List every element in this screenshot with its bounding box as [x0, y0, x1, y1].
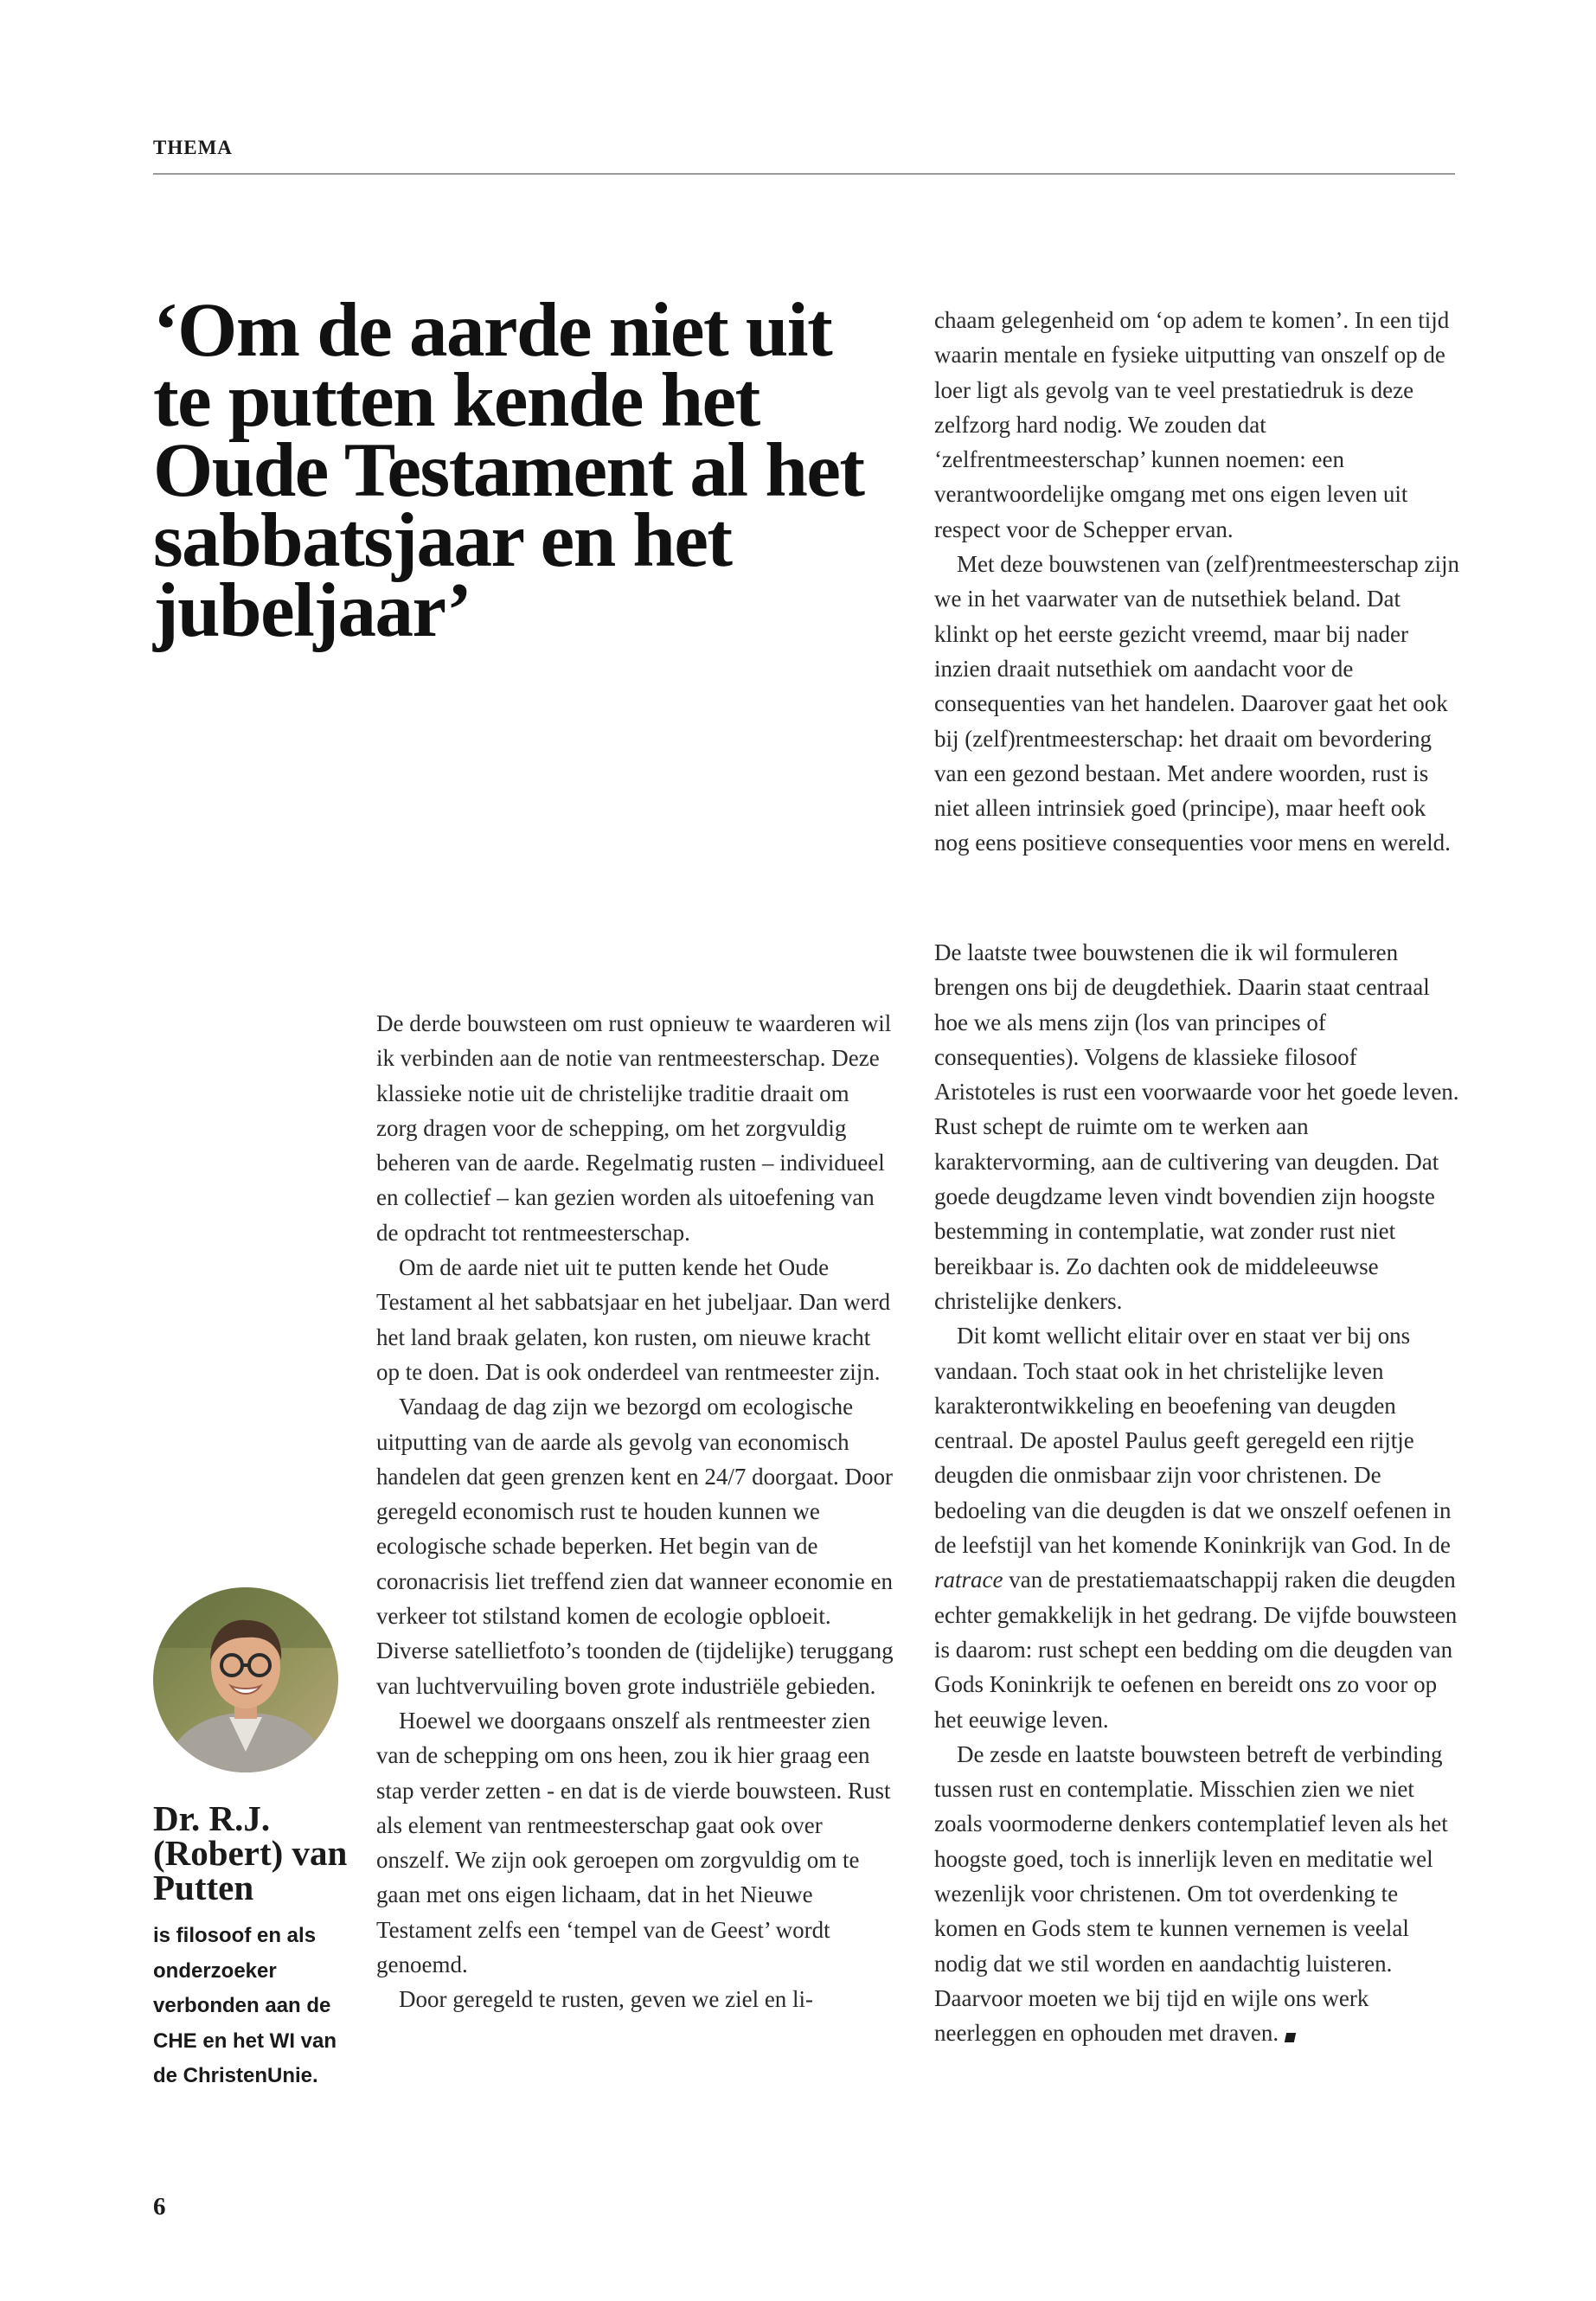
paragraph: Hoewel we doorgaans onszelf als rentmeester zien van de schepping om ons heen, zou ik hier graag een stap verder zetten - en dat is de vierde bouwsteen. Rust als element van rentmeesterschap gaat ook over onszelf. We zijn ook geroepen om zorgvuldig om te gaan met ons eigen lichaam, dat in het Nieuwe Testament zelfs een ‘tempel van de Geest’ wordt genoemd.: [376, 1707, 891, 1978]
paragraph-text: De zesde en laatste bouwsteen betreft de verbinding tussen rust en contemplatie. Misschien zien we niet zoals voormoderne denkers contemplatief leven als het hoogste goed, toch is innerlijk leven en meditatie wel wezenlijk voor christenen. Om tot overdenking te komen en Gods stem te kunnen vernemen is veelal nodig dat we stil worden en aandachtig luisteren. Daarvoor moeten we bij tijd en wijle ons werk neerleggen en ophouden met draven.: [934, 1740, 1448, 2047]
article-column-bottom-right: [934, 935, 1460, 2051]
paragraph: chaam gelegenheid om ‘op adem te komen’. In een tijd waarin mentale en fysieke uitputting van onszelf op de loer ligt als gevolg van te veel prestatiedruk is deze zelfzorg hard nodig. We zouden dat ‘zelfrentmeesterschap’ kunnen noemen: een verantwoordelijke omgang met ons eigen leven uit respect voor de Schepper ervan.: [934, 307, 1450, 542]
paragraph: Om de aarde niet uit te putten kende het Oude Testament al het sabbatsjaar en het jubeljaar. Dan werd het land braak gelaten, kon rusten, om nieuwe kracht op te doen. Dat is ook onderdeel van rentmeester zijn.: [376, 1254, 891, 1385]
paragraph: Met deze bouwstenen van (zelf)rentmeesterschap zijn we in het vaarwater van de nutsethiek beland. Dat klinkt op het eerste gezicht vreemd, maar bij nader inzien draait nutsethiek om aandacht voor de consequenties van het handelen. Daarover gaat het ook bij (zelf)rentmeesterschap: het draait om bevordering van een gezond bestaan. Met andere woorden, rust is niet alleen intrinsiek goed (principe), maar heeft ook nog eens positieve consequenties voor mens en wereld.: [934, 551, 1459, 856]
end-of-article-mark: [1285, 2033, 1296, 2042]
author-name: Dr. R.J. (Robert) van Putten: [153, 1798, 348, 1907]
page-number: 6: [153, 2193, 166, 2221]
paragraph-text: van de prestatiemaatschappij raken die deugden echter gemakkelijk in het gedrang. De vijfde bouwsteen is daarom: rust schept een bedding om die deugden van Gods Koninkrijk te oefenen en bereidt ons zo voor op het eeuwige leven.: [934, 1567, 1458, 1733]
paragraph: Door geregeld te rusten, geven we ziel en li-: [399, 1986, 814, 2013]
section-label: THEMA: [153, 137, 233, 158]
italic-term: ratrace: [934, 1567, 1003, 1593]
paragraph: De derde bouwsteen om rust opnieuw te waarderen wil ik verbinden aan de notie van rentmeesterschap. Deze klassieke notie uit de christelijke traditie draait om zorg dragen voor de schepping, om het zorgvuldig beheren van de aarde. Regelmatig rusten – individueel en collectief – kan gezien worden als uitoefening van de opdracht tot rentmeesterschap.: [376, 1010, 892, 1246]
author-description: is filosoof en als onderzoeker verbonden aan de CHE en het WI van de ChristenUnie.: [153, 1924, 337, 2087]
paragraph: Vandaag de dag zijn we bezorgd om ecologische uitputting van de aarde als gevolg van economisch handelen dat geen grenzen kent en 24/7 doorgaat. Door geregeld economisch rust te houden kunnen we ecologische schade beperken. Het begin van de coronacrisis liet treffend zien dat wanneer economie en verkeer tot stilstand komen de ecologie opbloeit. Diverse satellietfoto’s toonden de (tijdelijke) teruggang van luchtvervuiling boven grote industriële gebieden.: [376, 1394, 894, 1699]
paragraph: [934, 1318, 1460, 1737]
paragraph: De laatste twee bouwstenen die ik wil formuleren brengen ons bij de deugdethiek. Daarin staat centraal hoe we als mens zijn (los van principes of consequenties). Volgens de klassieke filosoof Aristoteles is rust een voorwaarde voor het goede leven. Rust schept de ruimte om te werken aan karaktervorming, aan de cultivering van deugden. Dat goede deugdzame leven vindt bovendien zijn hoogste bestemming in contemplatie, wat zonder rust niet bereikbaar is. Zo dachten ook de middeleeuwse christelijke denkers.: [934, 939, 1459, 1314]
author-portrait: [153, 1587, 338, 1772]
paragraph: [934, 1737, 1460, 2051]
pull-quote: ‘Om de aarde niet uit te putten kende het Oude Testament al het sabbatsjaar en het jubeljaar’: [153, 288, 864, 653]
paragraph-text: Dit komt wellicht elitair over en staat ver bij ons vandaan. Toch staat ook in het christelijke leven karakterontwikkeling en beoefening van deugden centraal. De apostel Paulus geeft geregeld een rijtje deugden die onmisbaar zijn voor christenen. De bedoeling van die deugden is dat we onszelf oefenen in de leefstijl van het komende Koninkrijk van God. In de: [934, 1323, 1452, 1559]
article-column-middle: [376, 1006, 895, 2017]
header-divider: [153, 173, 1455, 175]
article-column-top-right: [934, 303, 1460, 861]
